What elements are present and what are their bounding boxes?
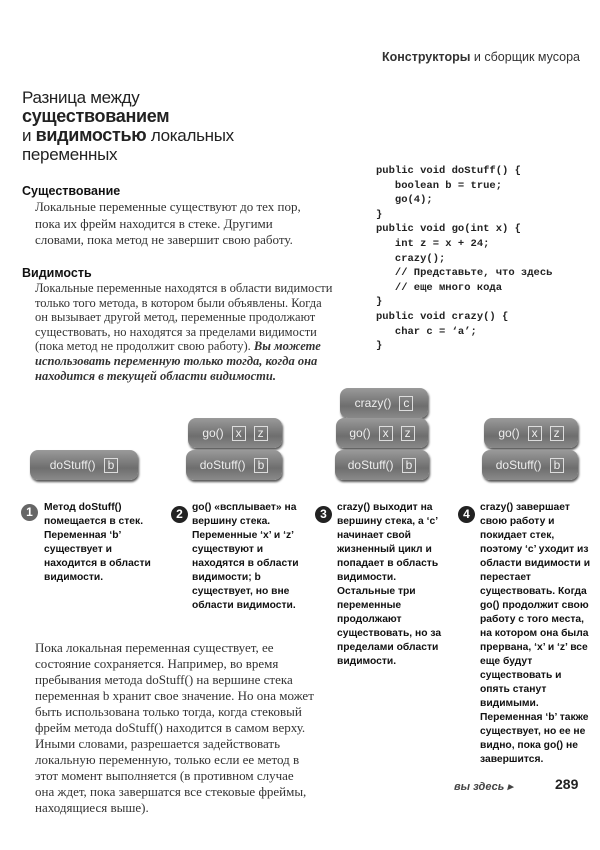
frame-dostuff (482, 450, 578, 480)
frame-go (336, 418, 428, 448)
frame-var: x (232, 426, 246, 441)
title-line: существованием (22, 106, 170, 126)
title-word: видимостью (35, 125, 147, 145)
step-4-text: crazy() завершает свою работу и покидает стек, поэтому ‘c’ уходит из области видимости и перестает существовать. Когда go() продолжит свою работу с того места, на котором она была прервана, ‘x’ и ‘z’ все еще будут существовать и опять станут видимыми. Переменная ‘b’ также существует, но ее не видно, пока go() не завершится. (480, 502, 591, 765)
frame-dostuff (30, 450, 138, 480)
frame-crazy (340, 388, 428, 418)
frame-var: b (550, 458, 565, 473)
page-title (22, 88, 234, 164)
you-are-here-label: вы здесь ▸ (454, 781, 513, 793)
title-line: Разница между (22, 88, 140, 107)
frame-var: z (550, 426, 564, 441)
visibility-text (35, 281, 335, 383)
step-number-4: 4 (458, 506, 475, 523)
visibility-emphasis: Вы можете использовать переменную только тогда, когда она находится в текущей области видимости. (35, 339, 321, 383)
step-number-2: 2 (171, 506, 188, 523)
frame-var: x (379, 426, 393, 441)
bottom-paragraph: Пока локальная переменная существует, ее состояние сохраняется. Например, во время пребывания метода doStuff() на вершине стека переменная b хранит свое значение. Но она может быть использована только тогда, когда стековый фрейм метода doStuff() находится в самом верху. Иными словами, разрешается задействовать локальную переменную, только если ее метод в этот момент выполняется (в противном случае она ждет, пока завершатся все стековые фреймы, находящиеся выше). (35, 640, 314, 815)
frame-label: go() (498, 426, 520, 440)
frame-label: doStuff() (49, 458, 96, 472)
frame-var: z (254, 426, 268, 441)
frame-dostuff (335, 450, 429, 480)
frame-var: z (401, 426, 415, 441)
frame-label: doStuff() (347, 458, 394, 472)
frame-var: b (402, 458, 417, 473)
step-2-text: go() «всплывает» на вершину стека. Переменные ‘x’ и ‘z’ существуют и находятся в области видимости; b существует, но вне области видимости. (192, 502, 299, 611)
step-1-text: Метод doStuff() помещается в стек. Переменная ‘b’ существует и находится в области видимости. (44, 502, 151, 583)
visibility-body: Локальные переменные находятся в области видимости только того метода, в котором были объявлены. Когда он вызывает другой метод, переменные продолжают существовать, но находятся за пределами видимости (пока метод не продолжит свою работу). (35, 281, 333, 354)
frame-var: c (399, 396, 413, 411)
frame-go (188, 418, 282, 448)
page-number: 289 (555, 776, 579, 792)
title-word: и (22, 126, 32, 145)
step-3-text: crazy() выходит на вершину стека, а ‘c’ начинает свой жизненный цикл и попадает в область видимости. Остальные три переменные продолжают существовать, но за пределами области видимости. (337, 502, 442, 667)
visibility-heading: Видимость (22, 266, 92, 280)
title-word: локальных (150, 126, 234, 145)
frame-label: doStuff() (199, 458, 246, 472)
code-listing: public void doStuff() { boolean b = true; go(4); } public void go(int x) { int z = x + 24; crazy(); // Представьте, что здесь // еще много кода } public void crazy() { char c = ‘a’; } (376, 165, 553, 353)
frame-var: b (104, 458, 119, 473)
frame-label: crazy() (354, 396, 392, 410)
frame-label: go() (349, 426, 371, 440)
frame-dostuff (186, 450, 282, 480)
frame-go (484, 418, 578, 448)
frame-label: go() (202, 426, 224, 440)
frame-var: b (254, 458, 269, 473)
step-number-3: 3 (315, 506, 332, 523)
title-line: переменных (22, 145, 118, 164)
header-part: и (473, 50, 481, 64)
header-part: сборщик мусора (484, 50, 580, 64)
frame-var: x (528, 426, 542, 441)
running-header (382, 50, 580, 64)
existence-heading: Существование (22, 184, 121, 198)
existence-text: Локальные переменные существуют до тех пор, пока их фрейм находится в стеке. Другими словами, пока метод не завершит свою работу. (35, 199, 301, 247)
header-part: Конструкторы (381, 50, 471, 64)
frame-label: doStuff() (495, 458, 542, 472)
step-number-1: 1 (21, 504, 38, 521)
